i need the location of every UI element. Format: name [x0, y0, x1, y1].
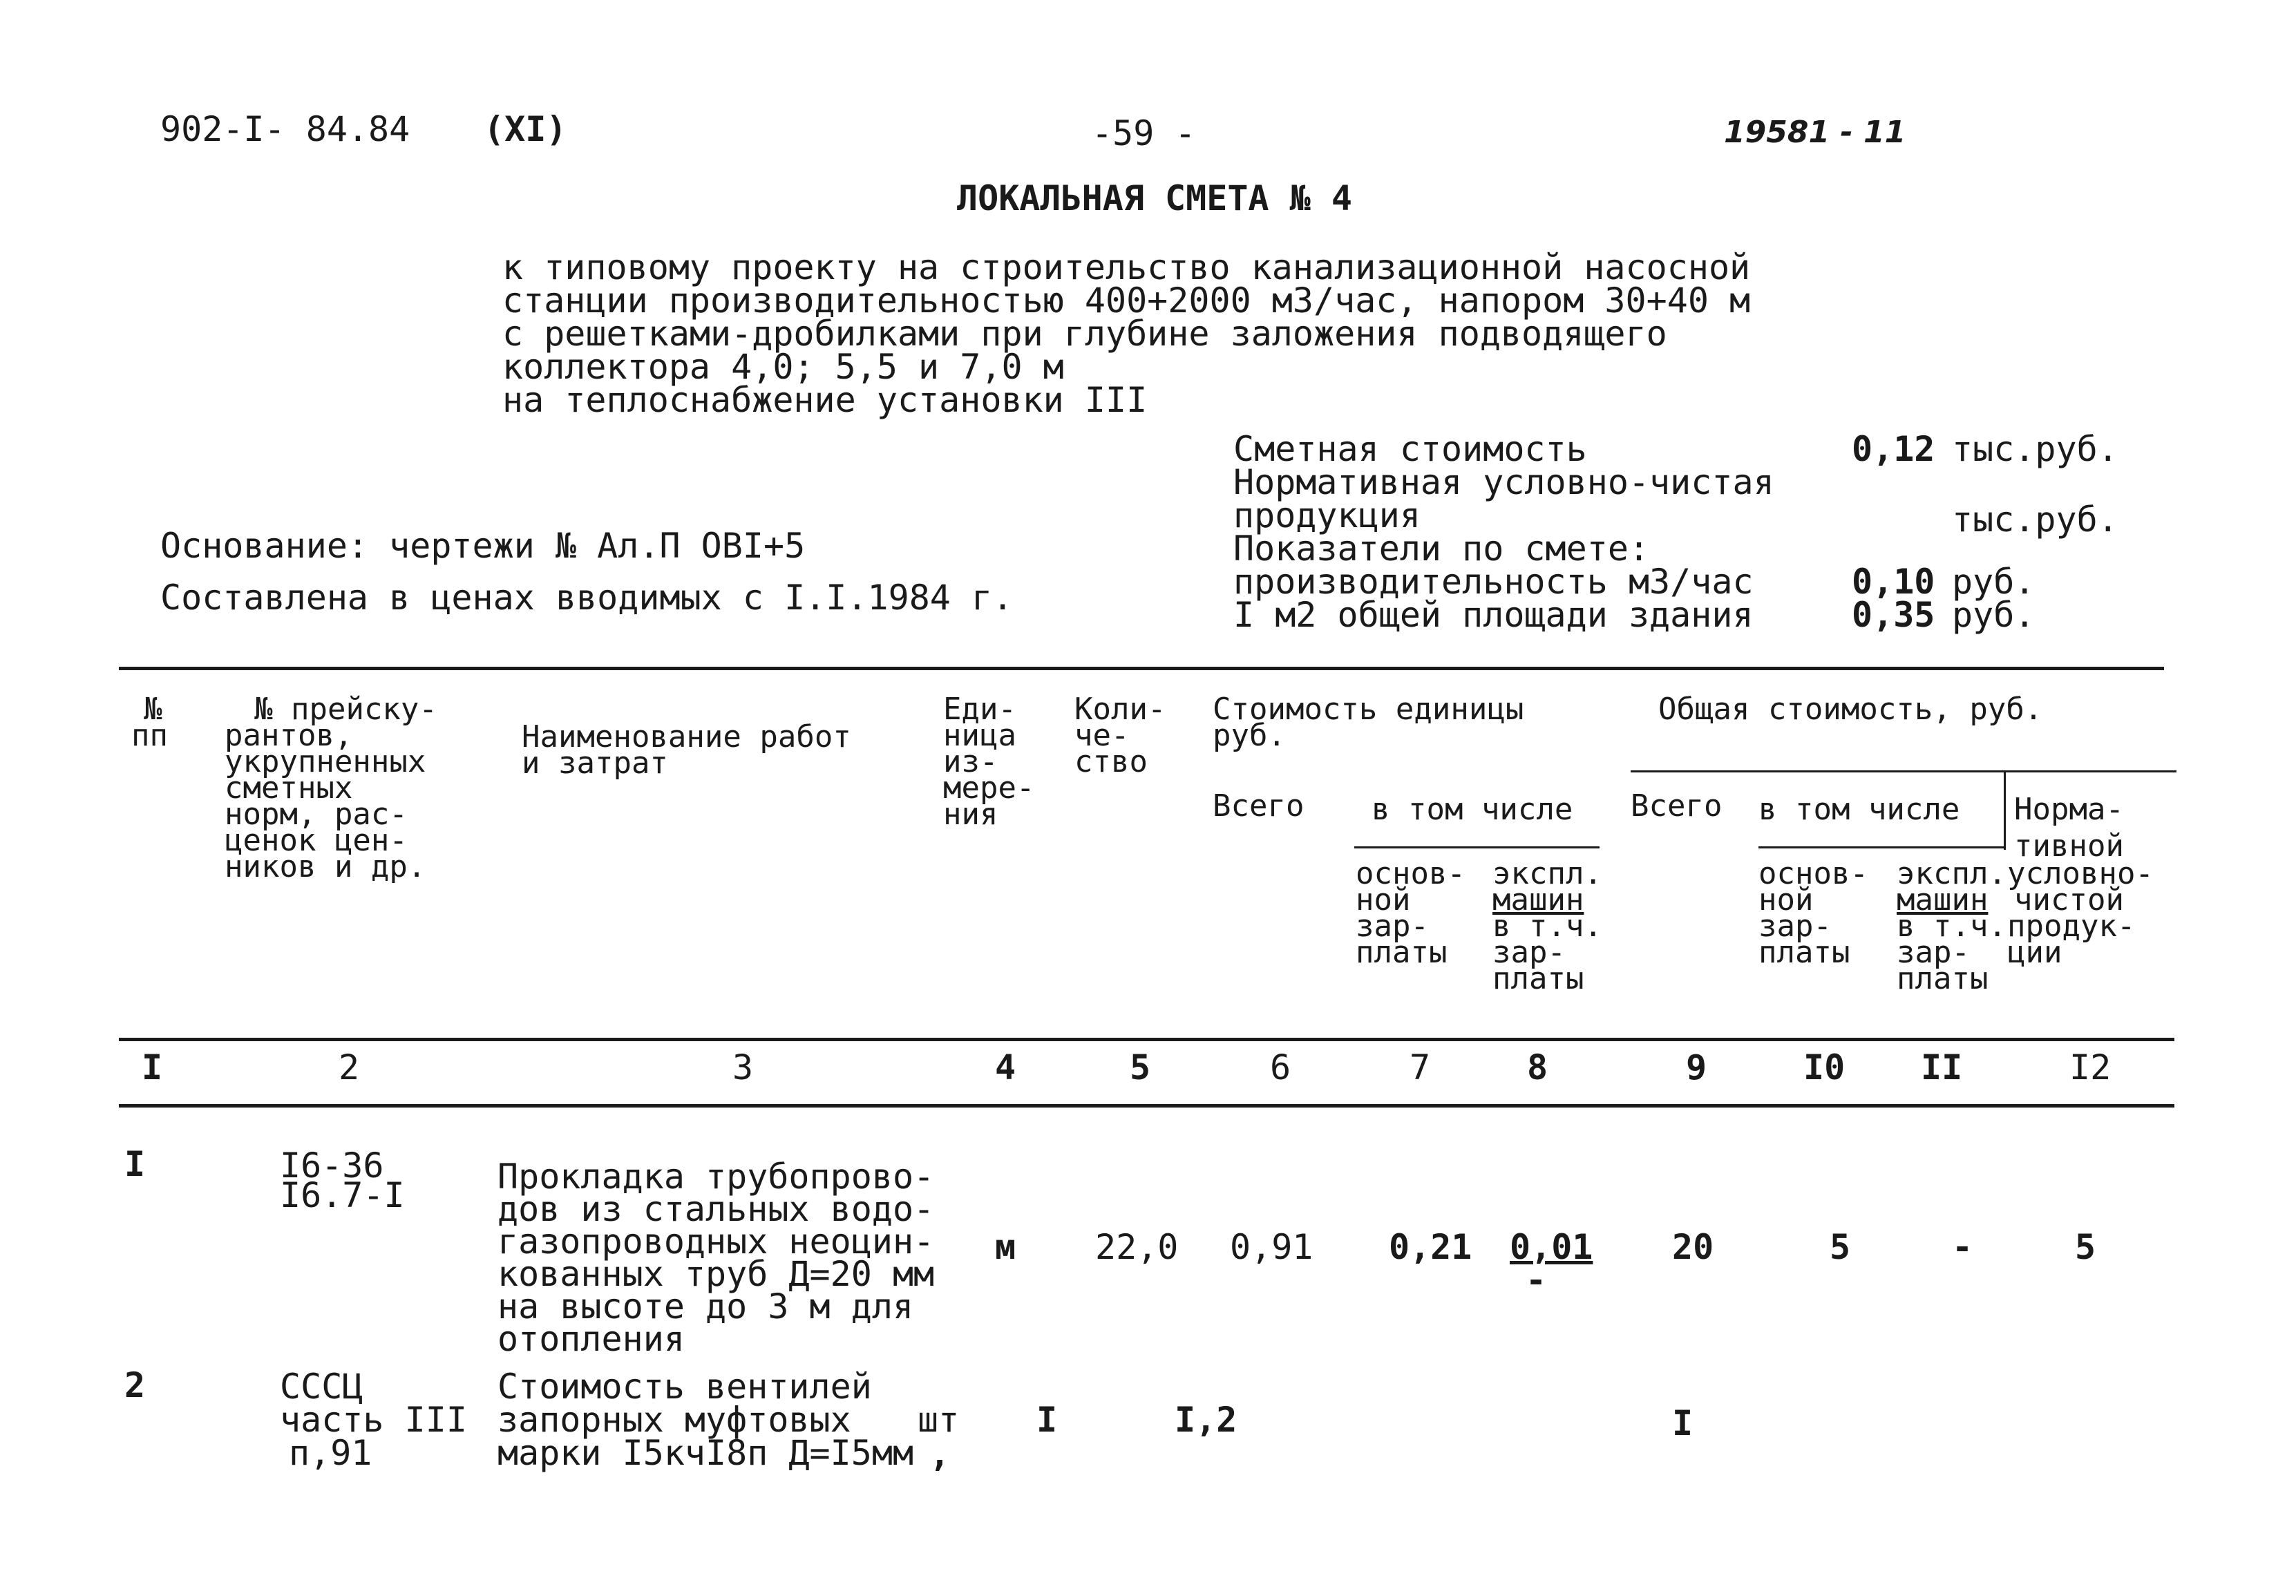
col3-header: Наименование работ: [522, 719, 851, 754]
header-bottom-rule: [119, 1038, 2174, 1041]
area-label: I м2 общей площади здания: [1233, 595, 1754, 635]
col5-header: ство: [1074, 744, 1148, 779]
col1-header: №: [144, 692, 162, 727]
total-incl-rule: [1758, 846, 2004, 848]
row-code: часть III: [280, 1400, 467, 1440]
col-number: I0: [1803, 1047, 1846, 1087]
unit-cost-header: Стоимость единицы: [1213, 692, 1524, 727]
row-code: I6.7-I: [280, 1175, 405, 1215]
row-total: I: [1672, 1403, 1693, 1443]
row-number: 2: [124, 1365, 146, 1405]
normative-header: Норма-: [2014, 792, 2124, 827]
col2-header: рантов,: [225, 718, 353, 753]
col4-header: Еди-: [943, 692, 1016, 727]
normative-unit: тыс.руб.: [1952, 500, 2118, 540]
total-machine-header: платы: [1897, 961, 1989, 996]
total-group-rule: [1631, 770, 2176, 772]
col1-header: пп: [131, 718, 168, 753]
doc-code: 902-I- 84.84: [160, 109, 410, 149]
unit-incl-rule: [1354, 846, 1600, 848]
row-unit-total: I,2: [1175, 1400, 1237, 1440]
col4-header: мере-: [943, 770, 1035, 806]
row-code: п,91: [289, 1433, 372, 1473]
row-total-normative: 5: [2075, 1227, 2096, 1267]
area-value: 0,35: [1852, 595, 1935, 635]
col-numbers-rule: [119, 1104, 2174, 1108]
row-number: I: [124, 1144, 146, 1184]
productivity-value: 0,10: [1852, 562, 1935, 602]
col-number: 7: [1410, 1047, 1431, 1087]
normative-header: тивной: [2014, 828, 2124, 864]
total-wage-header: основ-: [1758, 856, 1868, 891]
row-trailing-mark: ,: [929, 1434, 951, 1474]
unit-machine-header: зар-: [1492, 935, 1566, 970]
col-number: II: [1921, 1047, 1963, 1087]
normative-header: продук-: [2007, 909, 2136, 944]
col2-header: № прейску-: [254, 692, 437, 727]
row-name: дов из стальных водо-: [497, 1189, 935, 1229]
total-wage-header: зар-: [1758, 909, 1832, 944]
productivity-unit: руб.: [1952, 562, 2036, 602]
total-machine-header: в т.ч.: [1897, 909, 2006, 944]
total-incl-header: в том числе: [1758, 792, 1960, 827]
normative-header: чистой: [2014, 882, 2124, 918]
row-code: СССЦ: [280, 1367, 363, 1407]
row-unit-total: 0,91: [1230, 1227, 1313, 1267]
unit-machine-header: экспл.: [1492, 856, 1602, 891]
estimated-cost-unit: тыс.руб.: [1952, 429, 2118, 469]
row-total-wage: 5: [1830, 1227, 1851, 1267]
total-wage-header: ной: [1758, 882, 1814, 918]
col-number: 5: [1130, 1047, 1151, 1087]
row-name: газопроводных неоцин-: [497, 1222, 935, 1262]
col-number: 8: [1527, 1047, 1548, 1087]
col-number: 4: [995, 1047, 1016, 1087]
col2-header: сметных: [225, 770, 353, 806]
row-name: Стоимость вентилей: [497, 1367, 872, 1407]
unit-cost-header: руб.: [1213, 718, 1286, 753]
basis-text: Основание: чертежи № Ал.П OBI+5: [160, 526, 806, 566]
total-total-header: Всего: [1631, 788, 1723, 824]
unit-wage-header: платы: [1356, 935, 1448, 970]
col-number: I2: [2069, 1047, 2112, 1087]
row-name: марки I5кчI8п Д=I5мм: [497, 1433, 914, 1473]
row-name: кованных труб Д=20 мм: [497, 1254, 935, 1294]
col4-header: ница: [943, 718, 1016, 753]
document-title: ЛОКАЛЬНАЯ СМЕТА № 4: [957, 178, 1352, 218]
unit-wage-header: ной: [1356, 882, 1411, 918]
col4-header: из-: [943, 744, 998, 779]
row-unit-machine-wage: -: [1526, 1260, 1547, 1300]
row-unit: шт: [918, 1400, 960, 1440]
col-number: 9: [1686, 1047, 1707, 1087]
row-unit: м: [995, 1227, 1016, 1267]
table-top-rule: [119, 667, 2164, 670]
album-number: (XI): [484, 109, 567, 149]
normative-header: ции: [2007, 935, 2062, 970]
col5-header: Коли-: [1074, 692, 1166, 727]
total-machine-header: зар-: [1897, 935, 1970, 970]
total-cost-header: Общая стоимость, руб.: [1658, 692, 2043, 727]
row-name: отопления: [497, 1319, 685, 1359]
normative-header: условно-: [2007, 856, 2154, 891]
subtitle-line: коллектора 4,0; 5,5 и 7,0 м: [502, 347, 1064, 387]
row-code: I6-36: [280, 1146, 384, 1186]
normative-label: продукция: [1233, 495, 1421, 535]
subtitle-line: станции производительностью 400+2000 м3/час, напором 30+40 м: [502, 281, 1751, 321]
unit-machine-header: в т.ч.: [1492, 909, 1602, 944]
col2-header: норм, рас-: [225, 797, 408, 832]
page-number: -59 -: [1092, 113, 1196, 153]
col-number: 3: [732, 1047, 754, 1087]
col2-header: укрупненных: [225, 744, 426, 779]
subtitle-line: на теплоснабжение установки III: [502, 380, 1148, 420]
total-wage-header: платы: [1758, 935, 1850, 970]
subtitle-line: к типовому проекту на строительство канализационной насосной: [502, 247, 1751, 287]
col-number: 2: [339, 1047, 360, 1087]
productivity-label: производительность м3/час: [1233, 562, 1754, 602]
indicators-label: Показатели по смете:: [1233, 529, 1650, 569]
total-machine-header: машин: [1897, 882, 1989, 918]
area-unit: руб.: [1952, 595, 2036, 635]
col-number: I: [142, 1047, 163, 1087]
row-name: запорных муфтовых: [497, 1400, 851, 1440]
row-qty: 22,0: [1095, 1227, 1179, 1267]
row-unit-machine: 0,01: [1510, 1227, 1593, 1267]
col5-header: че-: [1074, 718, 1130, 753]
col-number: 6: [1270, 1047, 1291, 1087]
row-total: 20: [1672, 1227, 1714, 1267]
normative-label: Нормативная условно-чистая: [1233, 462, 1774, 502]
estimated-cost-value: 0,12: [1852, 429, 1935, 469]
inventory-number: 19581 - 11: [1724, 115, 1906, 150]
col2-header: ценок цен-: [225, 823, 408, 858]
subtitle-line: с решетками-дробилками при глубине заложения подводящего: [502, 314, 1667, 354]
unit-total-header: Всего: [1213, 788, 1304, 824]
unit-machine-header: платы: [1492, 961, 1584, 996]
row-unit-wage: 0,21: [1389, 1227, 1472, 1267]
col4-header: ния: [943, 797, 998, 832]
unit-incl-header: в том числе: [1372, 792, 1573, 827]
col2-header: ников и др.: [225, 849, 426, 884]
row-name: на высоте до 3 м для: [497, 1286, 914, 1327]
unit-wage-header: основ-: [1356, 856, 1465, 891]
estimated-cost-label: Сметная стоимость: [1233, 429, 1587, 469]
total-machine-header: экспл.: [1897, 856, 2006, 891]
col3-header: и затрат: [522, 745, 668, 781]
unit-wage-header: зар-: [1356, 909, 1429, 944]
normative-col-divider: [2004, 772, 2006, 850]
unit-machine-header: машин: [1492, 882, 1584, 918]
row-name: Прокладка трубопрово-: [497, 1157, 935, 1197]
row-qty: I: [1036, 1400, 1058, 1440]
prices-text: Составлена в ценах вводимых с I.I.1984 г.: [160, 578, 1014, 618]
row-total-machine: -: [1952, 1227, 1973, 1267]
